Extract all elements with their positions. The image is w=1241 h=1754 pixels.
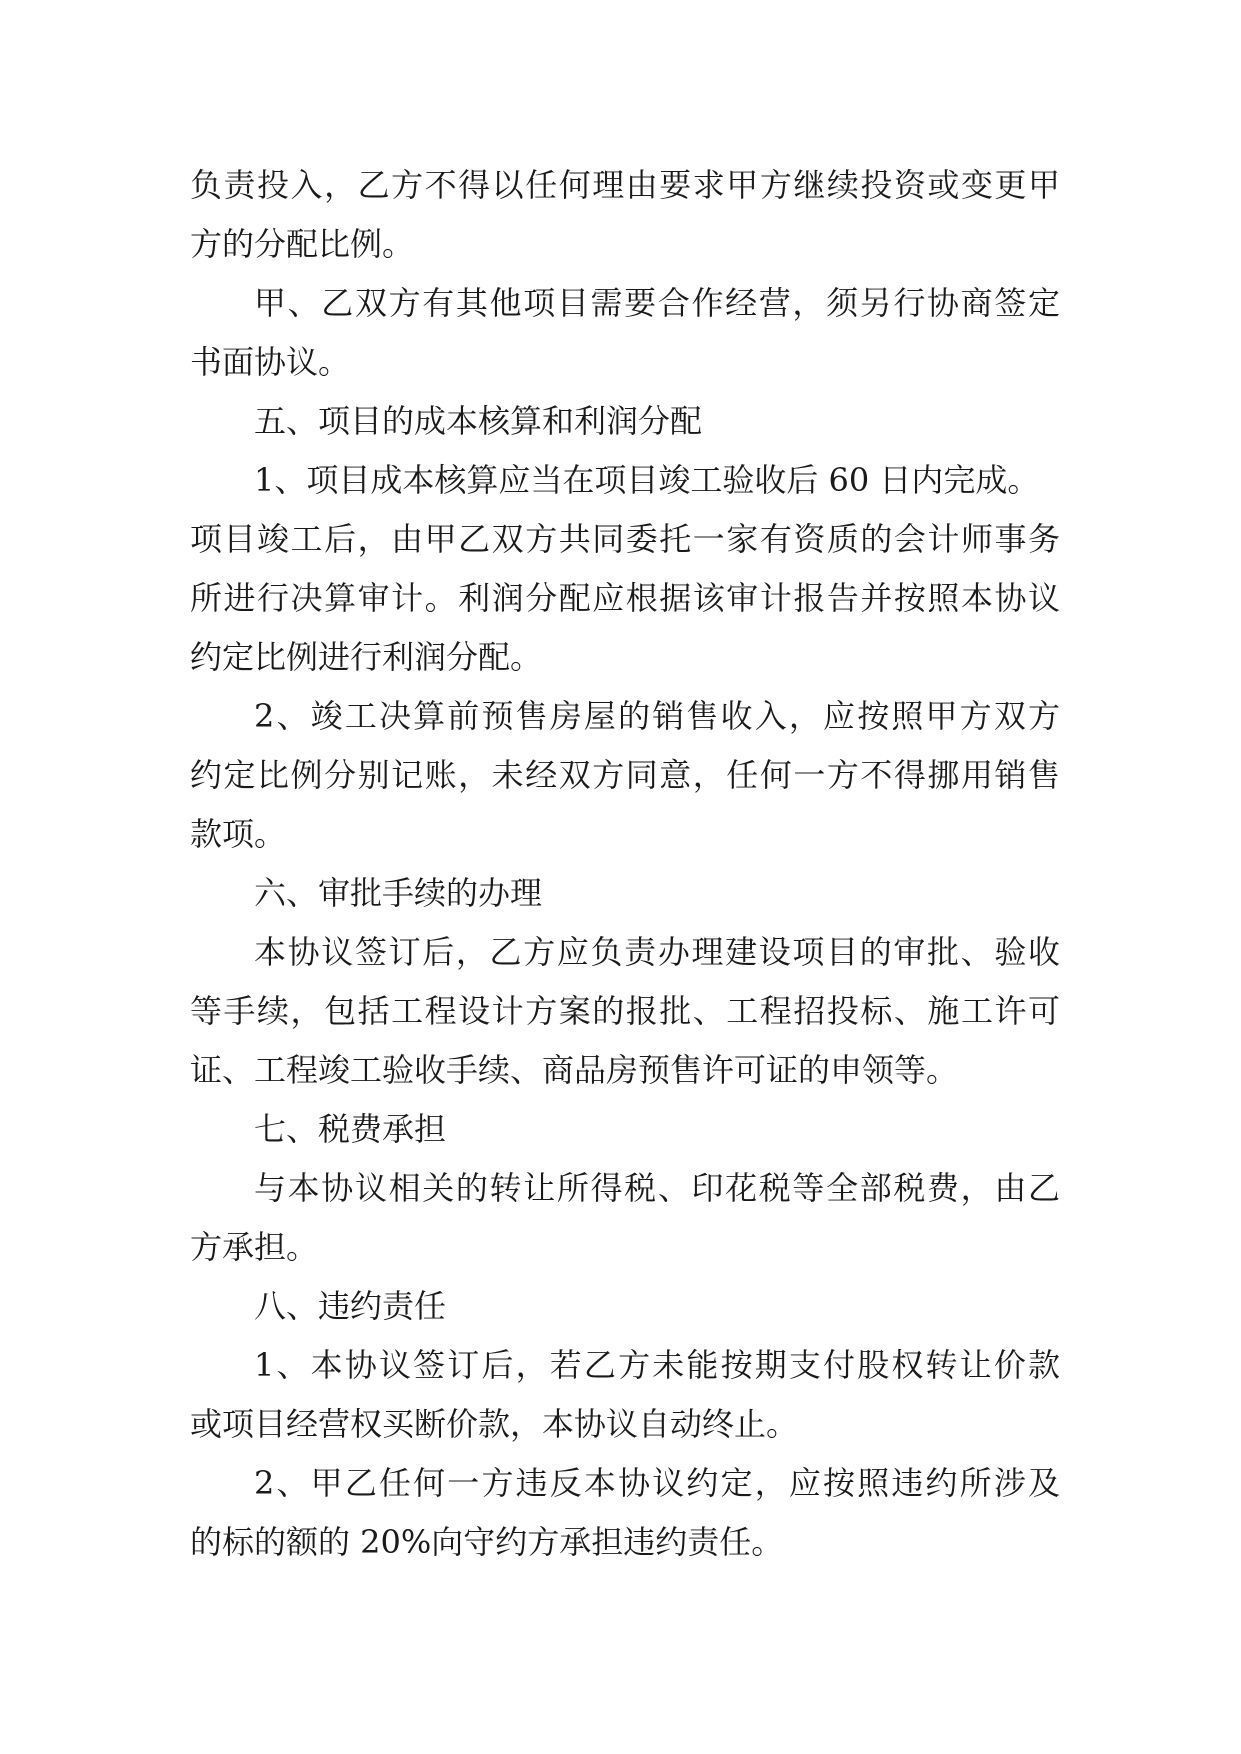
text-line: 约定比例进行利润分配。 [190, 638, 543, 676]
text-line: 方承担。 [190, 1228, 319, 1266]
text-line: 负责投入，乙方不得以任何理由要求甲方继续投资或变更甲 [190, 166, 1060, 204]
text-line: 等手续，包括工程设计方案的报批、工程招投标、施工许可 [190, 992, 1060, 1030]
paragraph-start-line: 1、本协议签订后，若乙方未能按期支付股权转让价款 [254, 1346, 1060, 1384]
section-heading: 七、税费承担 [254, 1110, 447, 1148]
text-line: 项目竣工后，由甲乙双方共同委托一家有资质的会计师事务 [190, 520, 1060, 558]
paragraph-start-line: 与本协议相关的转让所得税、印花税等全部税费，由乙 [254, 1169, 1060, 1207]
paragraph-start-line: 2、竣工决算前预售房屋的销售收入，应按照甲方双方 [254, 697, 1060, 735]
paragraph-start-line: 2、甲乙任何一方违反本协议约定，应按照违约所涉及 [254, 1464, 1060, 1502]
text-line: 方的分配比例。 [190, 225, 415, 263]
section-heading: 八、违约责任 [254, 1287, 447, 1325]
text-line: 的标的额的 20%向守约方承担违约责任。 [190, 1523, 784, 1561]
section-heading: 五、项目的成本核算和利润分配 [254, 402, 703, 440]
paragraph-start-line: 1、项目成本核算应当在项目竣工验收后 60 日内完成。 [254, 461, 1040, 499]
text-line: 约定比例分别记账，未经双方同意，任何一方不得挪用销售 [190, 756, 1060, 794]
text-line: 证、工程竣工验收手续、商品房预售许可证的申领等。 [190, 1051, 959, 1089]
paragraph-start-line: 本协议签订后，乙方应负责办理建设项目的审批、验收 [254, 933, 1060, 971]
text-line: 书面协议。 [190, 343, 351, 381]
document-body [190, 156, 1060, 1572]
paragraph-start-line: 甲、乙双方有其他项目需要合作经营，须另行协商签定 [254, 284, 1060, 322]
text-line: 或项目经营权买断价款，本协议自动终止。 [190, 1405, 799, 1443]
text-line: 所进行决算审计。利润分配应根据该审计报告并按照本协议 [190, 579, 1060, 617]
section-heading: 六、审批手续的办理 [254, 874, 543, 912]
text-line: 款项。 [190, 815, 287, 853]
